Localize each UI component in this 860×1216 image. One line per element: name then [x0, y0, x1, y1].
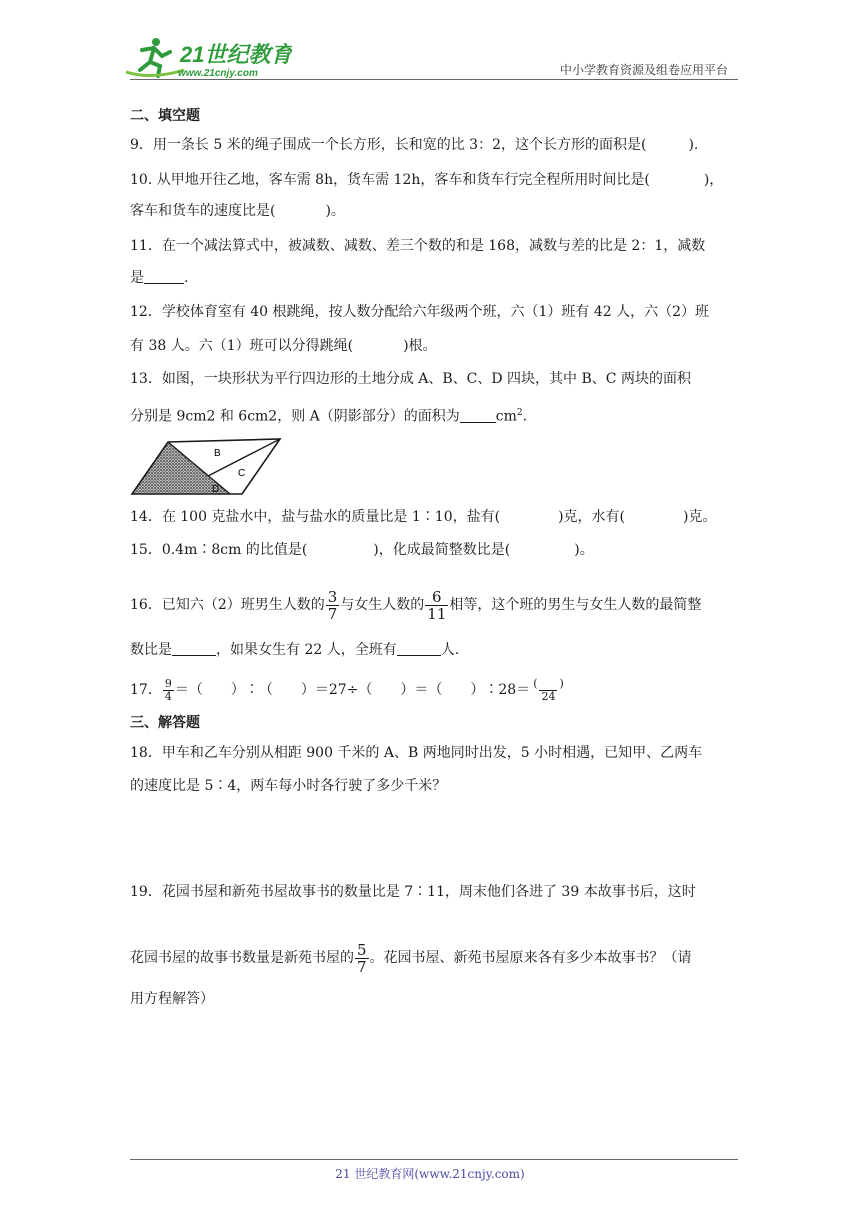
footer-divider: [130, 1159, 738, 1160]
question-15: 15．0.4m∶8cm 的比值是( )，化成最简整数比是( )。: [130, 542, 594, 558]
fraction-9-4: $\frac{9}{4}$: [164, 676, 172, 703]
question-18-line2: 的速度比是 5∶4，两车每小时各行驶了多少千米？: [130, 778, 447, 794]
question-17: 17． $\frac{9}{4}$ ＝（ ）∶（ ）＝27÷（ ）＝（ ）∶28＝ $\frac{( )}{24}$: [130, 676, 564, 703]
question-10: 10. 从甲地开往乙地，客车需 8h，货车需 12h，客车和货车行完全程所用时间比是( )，: [130, 172, 724, 188]
question-16-line2: 数比是 ，如果女生有 22 人，全班有 人.: [130, 642, 460, 658]
question-13-line2: 分别是 9cm2 和 6cm2，则 A（阴影部分）的面积为 $cm^2$.: [130, 408, 528, 425]
answer-blank[interactable]: [144, 269, 184, 284]
site-logo: [122, 36, 292, 80]
section-title-fill: 二、填空题: [130, 108, 200, 124]
answer-blank[interactable]: [397, 641, 441, 656]
question-19: 19．花园书屋和新苑书屋故事书的数量比是 7∶11，周末他们各进了 39 本故事书后，这时: [130, 884, 696, 900]
label-c: C: [238, 468, 246, 479]
footer-text: 21 世纪教育网(www.21cnjy.com): [335, 1167, 525, 1181]
question-16: 16．已知六（2）班男生人数的 $\frac{3}{7}$ 与女生人数的 $\frac{6}{11}$ 相等，这个班的男生与女生人数的最简整: [130, 587, 702, 623]
question-14: 14．在 100 克盐水中，盐与盐水的质量比是 1∶10，盐有( )克，水有( )克。: [130, 509, 717, 525]
question-19-line2: 花园书屋的故事书数量是新苑书屋的 $\frac{5}{7}$ 。花园书屋、新苑书屋原来各有多少本故事书？（请: [130, 940, 692, 976]
question-13: 13．如图，一块形状为平行四边形的土地分成 A、B、C、D 四块，其中 B、C 两块的面积: [130, 371, 691, 387]
fraction-3-7: $\frac{3}{7}$: [327, 587, 338, 623]
runner-icon: [126, 38, 184, 76]
question-19-line3: 用方程解答）: [130, 991, 214, 1007]
answer-blank[interactable]: [460, 408, 496, 423]
question-9: 9．用一条长 5 米的绳子围成一个长方形，长和宽的比 3：2，这个长方形的面积是( ).: [130, 137, 699, 153]
question-10-line2: 客车和货车的速度比是( )。: [130, 203, 345, 219]
svg-text:www.21cnjy.com: www.21cnjy.com: [178, 68, 258, 79]
header-divider: [130, 79, 738, 80]
question-11: 11．在一个减法算式中，被减数、减数、差三个数的和是 168，减数与差的比是 2：1，减数: [130, 238, 706, 254]
question-12-line2: 有 38 人。六（1）班可以分得跳绳( )根。: [130, 338, 437, 354]
answer-blank[interactable]: [172, 641, 216, 656]
fraction-6-11: $\frac{6}{11}$: [427, 587, 447, 623]
question-18: 18．甲车和乙车分别从相距 900 千米的 A、B 两地同时出发，5 小时相遇，已知甲、乙两车: [130, 745, 703, 761]
label-b: B: [214, 448, 221, 459]
svg-text:21世纪教育: 21世纪教育: [180, 42, 292, 67]
label-d: D: [212, 484, 220, 495]
question-11-line2: 是 .: [130, 270, 189, 286]
fraction-blank-24: $\frac{( )}{24}$: [533, 676, 564, 703]
question-12: 12．学校体育室有 40 根跳绳，按人数分配给六年级两个班，六（1）班有 42 人，六（2）班: [130, 304, 710, 320]
section-title-solve: 三、解答题: [130, 715, 200, 731]
fraction-5-7: $\frac{5}{7}$: [357, 940, 367, 976]
parallelogram-figure: [130, 436, 282, 498]
platform-name: 中小学教育资源及组卷应用平台: [559, 63, 728, 77]
